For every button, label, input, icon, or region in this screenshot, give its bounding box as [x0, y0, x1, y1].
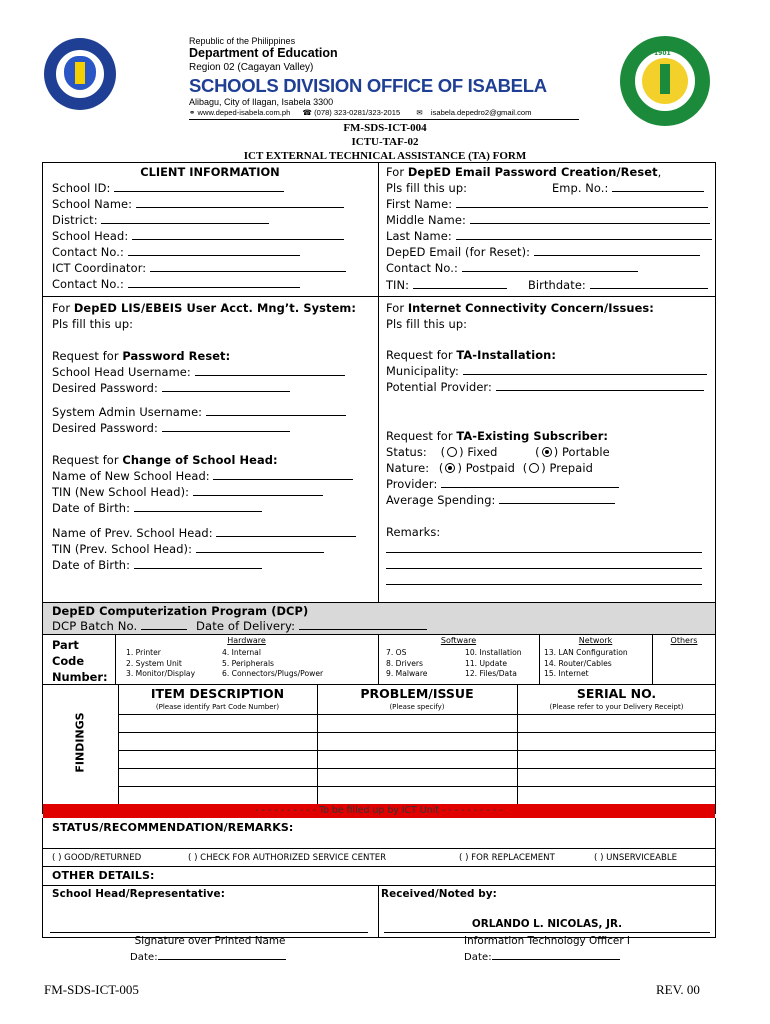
remarks-line-1[interactable] [386, 552, 702, 553]
signature-line-right [384, 932, 710, 933]
remarks-line-2[interactable] [386, 568, 702, 569]
globe-icon: ⚭ [189, 108, 196, 117]
footer-revision: REV. 00 [656, 982, 700, 997]
contact-no-field-1[interactable]: Contact No.: [52, 245, 300, 259]
other-details-heading: OTHER DETAILS: [52, 869, 155, 882]
form-code: FM-SDS-ICT-004 [343, 122, 427, 134]
network-codes: 13. LAN Configuration 14. Router/Cables 15. Internet [544, 648, 628, 678]
ict-unit-banner: - - - - - - - - - - To be filled up by ICT Unit - - - - - - - - - - [43, 804, 715, 818]
change-head-heading: Request for Change of School Head: [52, 453, 278, 467]
form-title: ICT EXTERNAL TECHNICAL ASSISTANCE (TA) FORM [243, 150, 527, 162]
problem-issue-hint: (Please specify) [389, 703, 445, 711]
deped-left-seal [44, 38, 116, 110]
dcp-batch-field[interactable]: DCP Batch No. [52, 619, 187, 633]
school-head-username-field[interactable]: School Head Username: [52, 365, 345, 379]
software-codes-col1: 7. OS 8. Drivers 9. Malware [386, 648, 428, 678]
mail-icon: ✉ [416, 108, 423, 117]
remarks-line-3[interactable] [386, 584, 702, 585]
nature-prepaid-radio[interactable] [529, 463, 539, 473]
school-head-rep-label: School Head/Representative: [52, 888, 225, 900]
average-spending-field[interactable]: Average Spending: [386, 493, 615, 507]
ta-installation-heading: Request for TA-Installation: [386, 348, 556, 362]
prev-head-name-field[interactable]: Name of Prev. School Head: [52, 526, 356, 540]
school-id-field[interactable]: School ID: [52, 181, 284, 195]
ict-coordinator-field[interactable]: ICT Coordinator: [52, 261, 346, 275]
status-recommendation-heading: STATUS/RECOMMENDATION/REMARKS: [52, 821, 294, 834]
part-code-label: Part Code Number: [52, 638, 108, 684]
signature-line-left[interactable] [50, 932, 368, 933]
option-good-returned[interactable]: ( ) GOOD/RETURNED [52, 853, 142, 863]
footer-form-code: FM-SDS-ICT-005 [44, 982, 139, 997]
phone-text: (078) 323-0281/323-2015 [314, 108, 401, 117]
new-head-name-field[interactable]: Name of New School Head: [52, 469, 353, 483]
phone-icon: ☎ [302, 108, 312, 117]
signature-label: Signature over Printed Name [134, 935, 286, 947]
findings-row-2[interactable] [118, 750, 716, 751]
dob-field-1[interactable]: Date of Birth: [52, 501, 262, 515]
desired-password-field-2[interactable]: Desired Password: [52, 421, 290, 435]
officer-title: Information Technology Officer I [464, 935, 630, 947]
lis-heading: For DepED LIS/EBEIS User Acct. Mng’t. System: [52, 301, 357, 315]
hardware-codes-col2: 4. Internal 5. Peripherals 6. Connectors/Plugs/Power [222, 648, 324, 678]
status-fixed-radio[interactable] [447, 447, 457, 457]
contact-line [189, 108, 531, 117]
birthdate-field[interactable]: Birthdate: [528, 278, 708, 292]
lis-pls-fill: Pls fill this up: [52, 317, 134, 331]
email-text: isabela.depedro2@gmail.com [430, 108, 532, 117]
remarks-label: Remarks: [386, 525, 441, 539]
internet-heading: For Internet Connectivity Concern/Issues: [386, 301, 654, 315]
serial-no-hint: (Please refer to your Delivery Receipt) [549, 703, 684, 711]
status-portable-radio[interactable] [542, 447, 552, 457]
date-field-right[interactable]: Date: [464, 950, 620, 963]
contact-no-field-2[interactable]: Contact No.: [52, 277, 300, 291]
software-label: Software [440, 636, 477, 645]
email-contact-field[interactable]: Contact No.: [386, 261, 638, 275]
findings-row-1[interactable] [118, 732, 716, 733]
findings-row-3[interactable] [118, 768, 716, 769]
pw-reset-heading: Request for Password Reset: [52, 349, 231, 363]
ta-existing-heading: Request for TA-Existing Subscriber: [386, 429, 609, 443]
school-head-field[interactable]: School Head: [52, 229, 344, 243]
tin-prev-head-field[interactable]: TIN (Prev. School Head): [52, 542, 324, 556]
header-divider [189, 119, 579, 120]
network-label: Network [578, 636, 613, 645]
email-pls-fill: Pls fill this up: [386, 181, 468, 195]
findings-label: FINDINGS [73, 712, 87, 773]
municipality-field[interactable]: Municipality: [386, 364, 707, 378]
option-unserviceable[interactable]: ( ) UNSERVICEABLE [594, 853, 678, 863]
email-reset-heading: For DepED Email Password Creation/Reset, [386, 165, 662, 179]
nature-postpaid-radio[interactable] [445, 463, 455, 473]
region-text: Region 02 (Cagayan Valley) [189, 62, 314, 73]
provider-field[interactable]: Provider: [386, 477, 619, 491]
software-codes-col2: 10. Installation 11. Update 12. Files/Data [465, 648, 522, 678]
school-name-field[interactable]: School Name: [52, 197, 344, 211]
item-description-header: ITEM DESCRIPTION [150, 686, 285, 701]
address-text: Alibagu, City of Ilagan, Isabela 3300 [189, 97, 334, 107]
office-title: SCHOOLS DIVISION OFFICE OF ISABELA [189, 75, 547, 96]
district-field[interactable]: District: [52, 213, 269, 227]
client-info-heading: CLIENT INFORMATION [140, 165, 280, 179]
form-ictu: ICTU-TAF-02 [351, 136, 419, 148]
department-text: Department of Education [189, 46, 338, 60]
received-by-label: Received/Noted by: [381, 888, 497, 900]
dcp-title: DepED Computerization Program (DCP) [52, 604, 309, 618]
tin-field[interactable]: TIN: [386, 278, 507, 292]
last-name-field[interactable]: Last Name: [386, 229, 712, 243]
middle-name-field[interactable]: Middle Name: [386, 213, 710, 227]
emp-no-field[interactable]: Emp. No.: [552, 181, 704, 195]
item-description-hint: (Please identify Part Code Number) [155, 703, 280, 711]
findings-row-4[interactable] [118, 786, 716, 787]
option-for-replacement[interactable]: ( ) FOR REPLACEMENT [459, 853, 555, 863]
problem-issue-header: PROBLEM/ISSUE [360, 686, 474, 701]
others-label: Others [670, 636, 698, 645]
republic-text: Republic of the Philippines [189, 36, 296, 46]
tin-new-head-field[interactable]: TIN (New School Head): [52, 485, 323, 499]
serial-no-header: SERIAL NO. [576, 686, 657, 701]
status-row: Status: ( ) Fixed ( ) Portable [386, 445, 610, 459]
sdo-isabela-seal [620, 36, 710, 126]
hardware-label: Hardware [227, 636, 266, 645]
date-field-left[interactable]: Date: [130, 950, 286, 963]
seal-year: 1901 [654, 50, 671, 57]
potential-provider-field[interactable]: Potential Provider: [386, 380, 704, 394]
hardware-codes-col1: 1. Printer 2. System Unit 3. Monitor/Display [126, 648, 196, 678]
officer-name: ORLANDO L. NICOLAS, JR. [471, 918, 623, 930]
desired-password-field-1[interactable]: Desired Password: [52, 381, 290, 395]
system-admin-username-field[interactable]: System Admin Username: [52, 405, 346, 419]
dob-field-2[interactable]: Date of Birth: [52, 558, 262, 572]
internet-pls-fill: Pls fill this up: [386, 317, 468, 331]
first-name-field[interactable]: First Name: [386, 197, 708, 211]
website-text: www.deped-isabela.com.ph [197, 108, 291, 117]
nature-row: Nature: ( ) Postpaid ( ) Prepaid [386, 461, 593, 475]
option-check-service-center[interactable]: ( ) CHECK FOR AUTHORIZED SERVICE CENTER [188, 853, 387, 863]
deped-email-field[interactable]: DepED Email (for Reset): [386, 245, 700, 259]
delivery-date-field[interactable]: Date of Delivery: [196, 619, 427, 633]
